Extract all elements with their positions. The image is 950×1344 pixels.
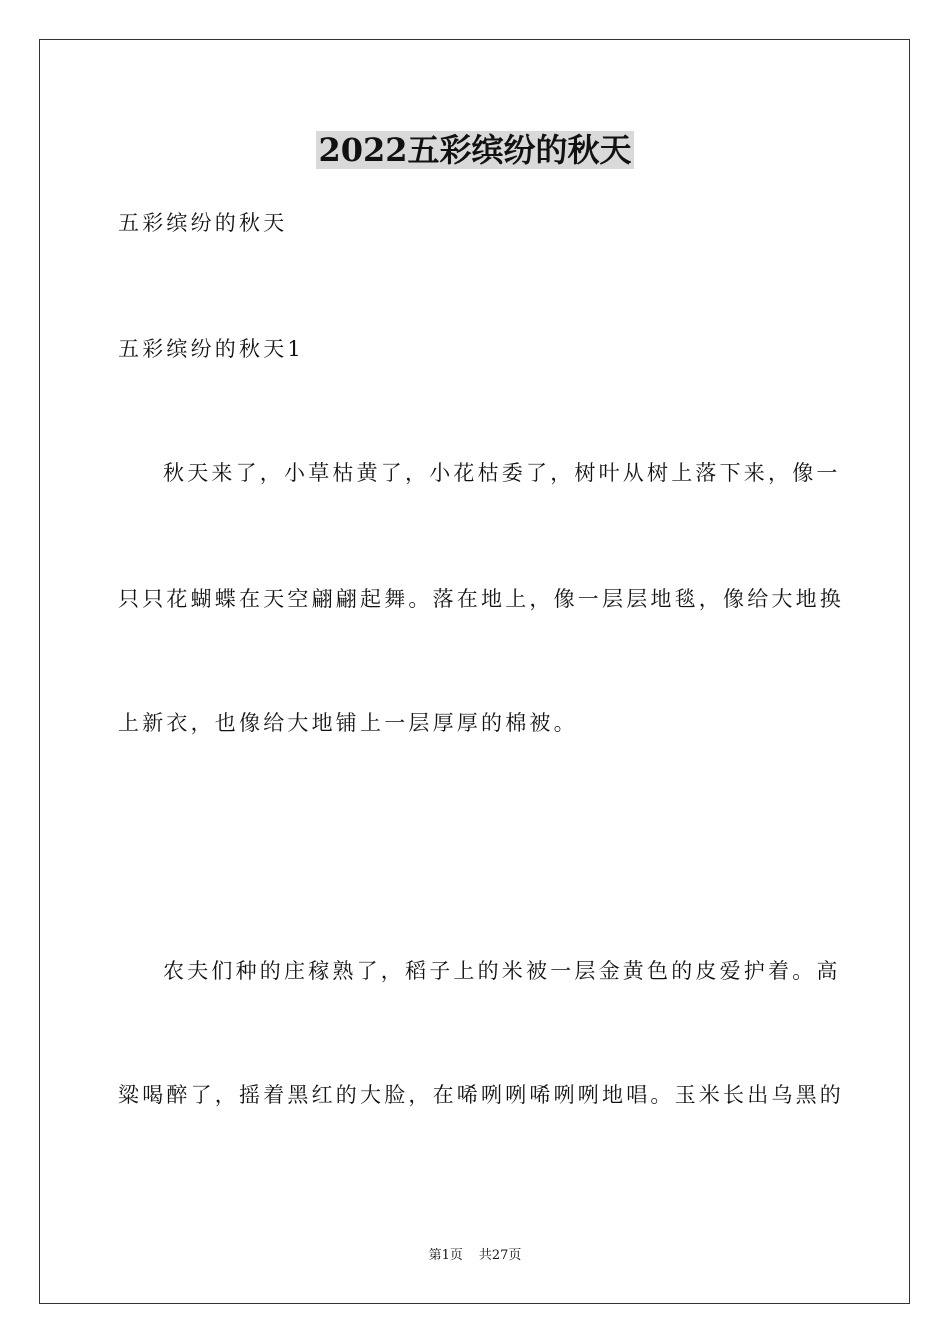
document-title — [0, 128, 950, 172]
paragraph-line: 秋天来了，小草枯黄了，小花枯委了，树叶从树上落下来，像一 — [163, 461, 841, 485]
page-number: 第1页 — [428, 1248, 463, 1263]
document-title-text: 2022五彩缤纷的秋天 — [318, 131, 632, 169]
paragraph-line: 上新衣，也像给大地铺上一层厚厚的棉被。 — [118, 711, 578, 735]
page-footer — [0, 1246, 950, 1266]
section-heading: 五彩缤纷的秋天1 — [118, 337, 304, 361]
subtitle: 五彩缤纷的秋天 — [118, 211, 288, 235]
paragraph-line: 粱喝醉了，摇着黑红的大脸，在唏咧咧唏咧咧地唱。玉米长出乌黑的 — [118, 1083, 844, 1107]
page-total: 共27页 — [478, 1248, 522, 1263]
paragraph-line: 只只花蝴蝶在天空翩翩起舞。落在地上，像一层层地毯，像给大地换 — [118, 587, 844, 611]
paragraph-line: 农夫们种的庄稼熟了，稻子上的米被一层金黄色的皮爱护着。高 — [163, 959, 841, 983]
